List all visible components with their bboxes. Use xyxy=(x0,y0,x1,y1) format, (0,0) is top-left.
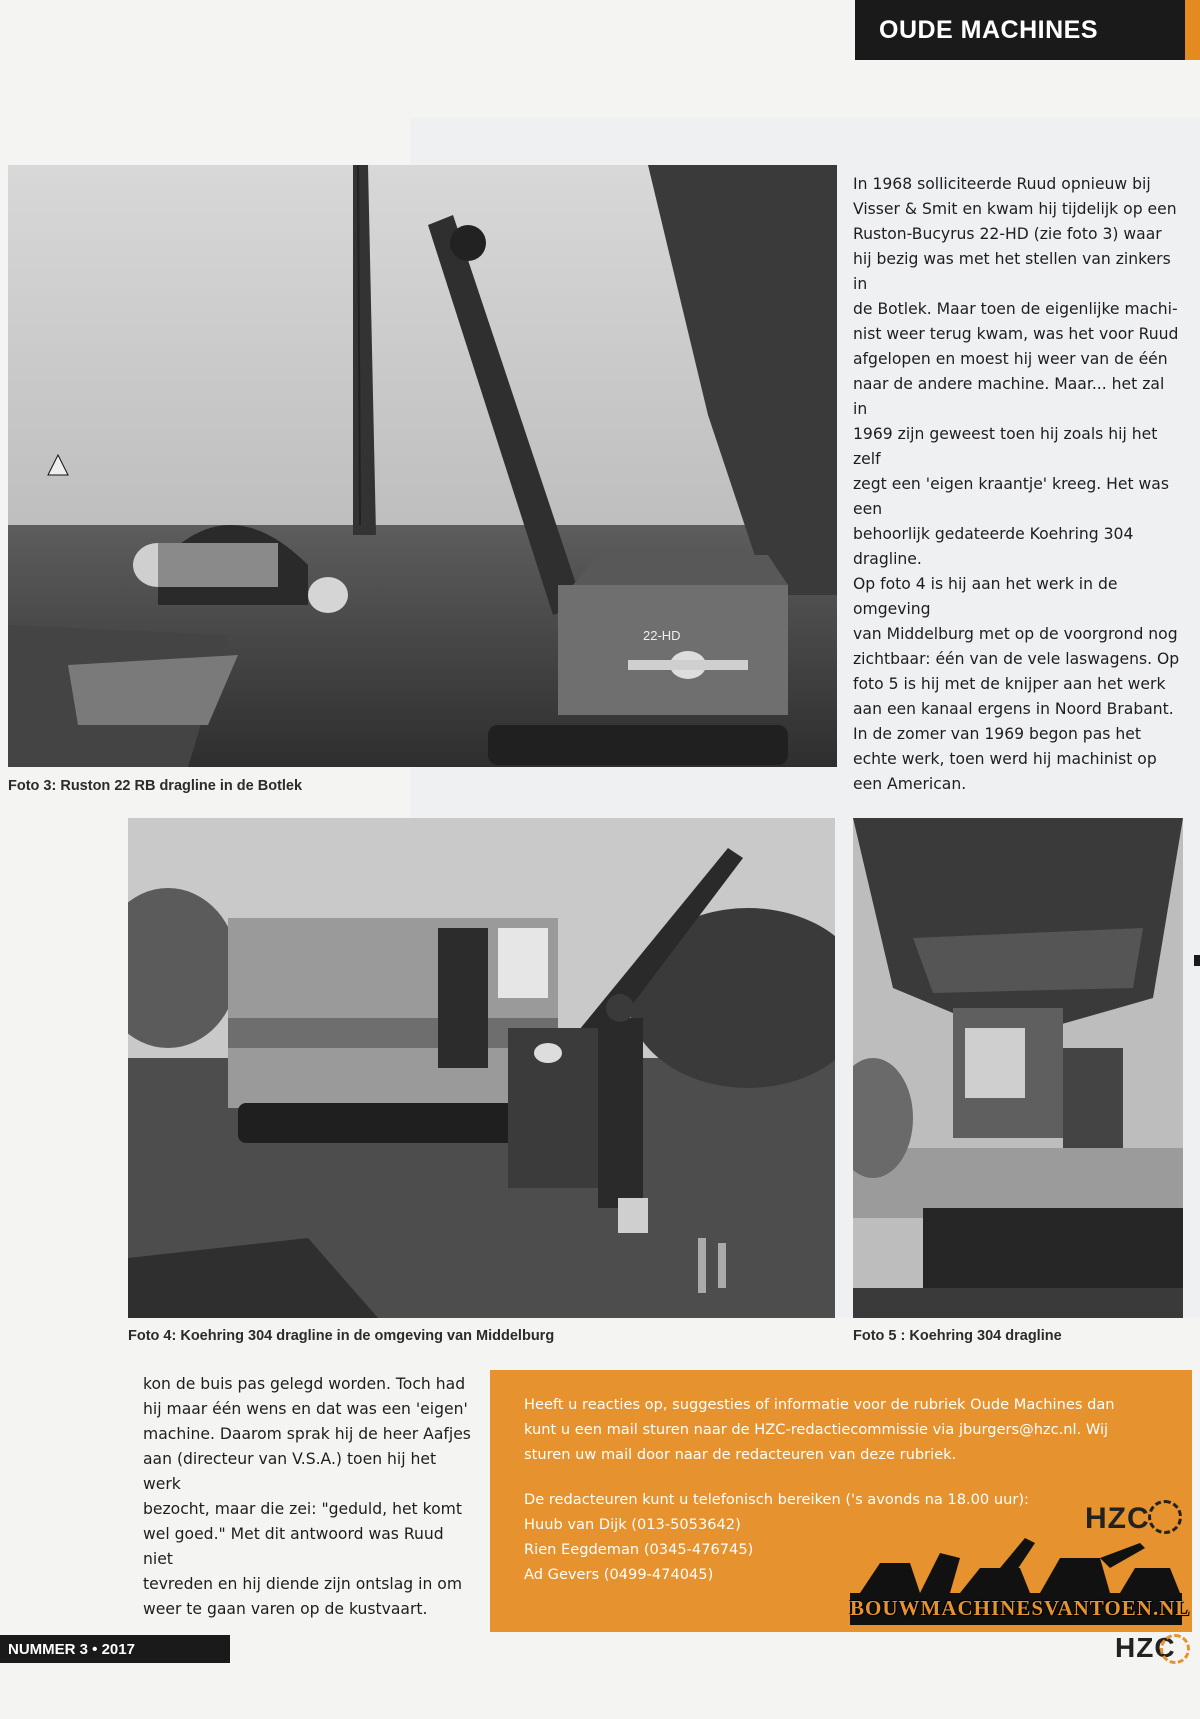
caption-foto3: Foto 3: Ruston 22 RB dragline in de Botlek xyxy=(8,778,303,794)
photo-foto5 xyxy=(853,818,1183,1318)
text-line: foto 5 is hij met de knijper aan het werk xyxy=(853,675,1166,693)
footer-issue-bar xyxy=(0,1635,230,1663)
text-line: kon de buis pas gelegd worden. Toch had xyxy=(143,1375,466,1393)
machine-label: 22-HD xyxy=(643,628,681,643)
text-line: zegt een 'eigen kraantje' kreeg. Het was een xyxy=(853,475,1169,518)
text-line: Op foto 4 is hij aan het werk in de omgeving xyxy=(853,575,1118,618)
text-line: de Botlek. Maar toen de eigenlijke machi- xyxy=(853,300,1178,318)
section-header xyxy=(855,0,1200,60)
paragraph-main xyxy=(853,172,1183,797)
end-of-article-mark xyxy=(1194,955,1200,966)
contact-line: Huub van Dijk (013-5053642) xyxy=(524,1516,741,1533)
phone-intro: De redacteuren kunt u telefonisch bereiken ('s avonds na 18.00 uur): xyxy=(524,1491,1029,1508)
foto4-dragline-image xyxy=(128,818,835,1318)
text-line: behoorlijk gedateerde Koehring 304 dragline. xyxy=(853,525,1134,568)
issue-number: NUMMER 3 • 2017 xyxy=(8,1640,135,1658)
text-line: machine. Daarom sprak hij de heer Aafjes xyxy=(143,1425,471,1443)
text-line: hij bezig was met het stellen van zinkers in xyxy=(853,250,1171,293)
section-title: OUDE MACHINES xyxy=(879,15,1099,44)
text-line: Visser & Smit en kwam hij tijdelijk op een xyxy=(853,200,1177,218)
contact-line: Rien Eegdeman (0345-476745) xyxy=(524,1541,754,1558)
text-line: 1969 zijn geweest toen hij zoals hij het zelf xyxy=(853,425,1158,468)
text-line: bezocht, maar die zei: "geduld, het komt xyxy=(143,1500,462,1518)
text-line: aan een kanaal ergens in Noord Brabant. xyxy=(853,700,1174,718)
hzc-logo: HZC xyxy=(1085,1502,1150,1535)
photo-foto4 xyxy=(128,818,835,1318)
banner-text: BOUWMACHINESVANTOEN.NL xyxy=(850,1596,1191,1620)
contact-line: Ad Gevers (0499-474045) xyxy=(524,1566,714,1583)
text-line: weer te gaan varen op de kustvaart. xyxy=(143,1600,428,1618)
info-intro xyxy=(524,1392,1158,1467)
bouwmachines-banner xyxy=(850,1533,1191,1625)
footer-hzc-logo: HZC xyxy=(1115,1632,1176,1663)
text-line: tevreden en hij diende zijn ontslag in om xyxy=(143,1575,463,1593)
info-line: kunt u een mail sturen naar de HZC-redactiecommissie via jburgers@hzc.nl. Wij xyxy=(524,1421,1109,1438)
text-line: aan (directeur van V.S.A.) toen hij het werk xyxy=(143,1450,437,1493)
text-line: afgelopen en moest hij weer van de één xyxy=(853,350,1168,368)
foto3-dragline-image xyxy=(8,165,837,767)
text-line: In 1968 solliciteerde Ruud opnieuw bij xyxy=(853,175,1151,193)
text-line: naar de andere machine. Maar... het zal in xyxy=(853,375,1165,418)
text-line: In de zomer van 1969 begon pas het xyxy=(853,725,1141,743)
text-line: echte werk, toen werd hij machinist op xyxy=(853,750,1157,768)
text-line: een American. xyxy=(853,775,967,793)
text-line: wel goed." Met dit antwoord was Ruud niet xyxy=(143,1525,444,1568)
info-line: sturen uw mail door naar de redacteuren van deze rubriek. xyxy=(524,1446,957,1463)
text-line: zichtbaar: één van de vele laswagens. Op xyxy=(853,650,1180,668)
header-accent-stripe xyxy=(1185,0,1200,60)
text-line: van Middelburg met op de voorgrond nog xyxy=(853,625,1178,643)
text-line: Ruston-Bucyrus 22-HD (zie foto 3) waar xyxy=(853,225,1162,243)
photo-foto3 xyxy=(8,165,837,767)
info-line: Heeft u reacties op, suggesties of informatie voor de rubriek Oude Machines dan xyxy=(524,1396,1115,1413)
caption-foto4: Foto 4: Koehring 304 dragline in de omgeving van Middelburg xyxy=(128,1328,555,1344)
article-column-left xyxy=(143,1372,473,1622)
caption-foto5: Foto 5 : Koehring 304 dragline xyxy=(853,1328,1062,1344)
text-line: hij maar één wens en dat was een 'eigen' xyxy=(143,1400,468,1418)
foto5-dragline-image xyxy=(853,818,1183,1318)
text-line: nist weer terug kwam, was het voor Ruud xyxy=(853,325,1179,343)
footer-gear-icon xyxy=(1160,1634,1190,1664)
gear-icon xyxy=(1148,1500,1182,1534)
